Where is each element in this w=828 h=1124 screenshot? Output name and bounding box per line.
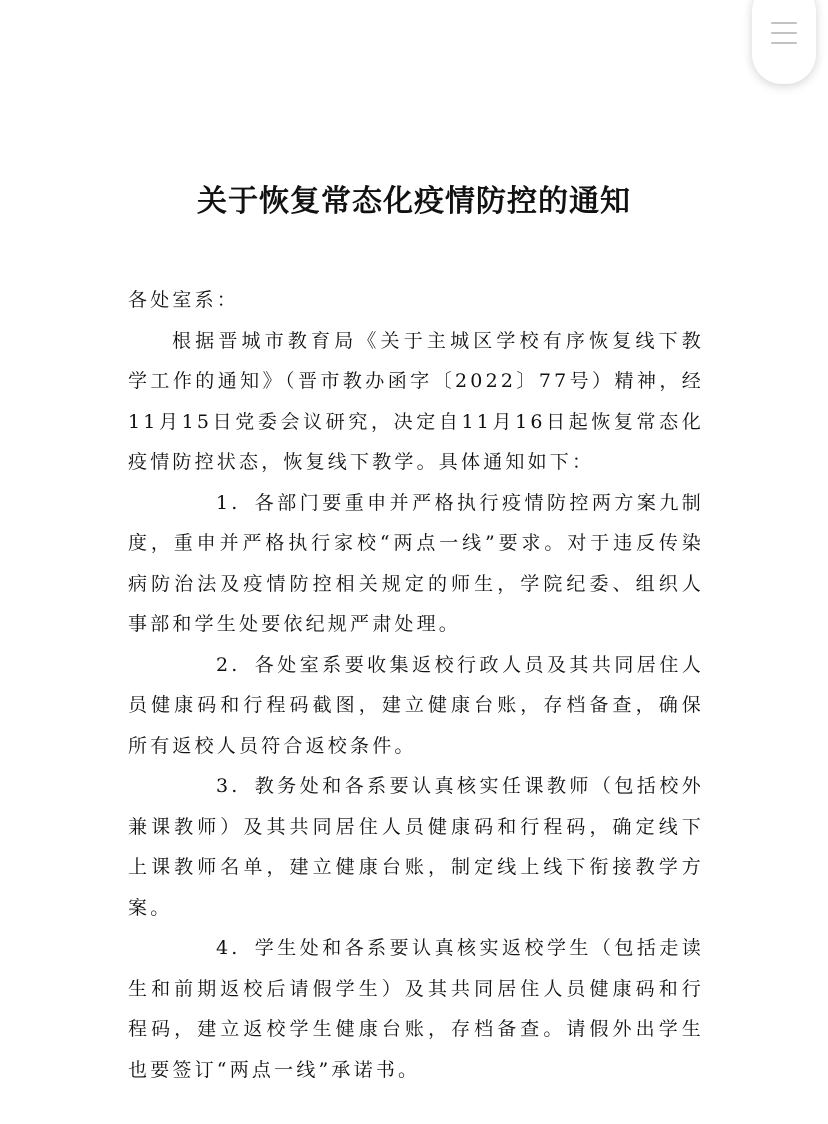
item-text: 教务处和各系要认真核实任课教师（包括校外兼课教师）及其共同居住人员健康码和行程码，确定线下上课教师名单，建立健康台账，制定线上线下衔接教学方案。 [128, 775, 704, 919]
item-text: 各部门要重申并严格执行疫情防控两方案九制度，重申并严格执行家校“两点一线”要求。对于违反传染病防治法及疫情防控相关规定的师生，学院纪委、组织人事部和学生处要依纪规严肃处理。 [128, 491, 704, 635]
menu-icon-bar [771, 42, 797, 44]
item-text: 学生处和各系要认真核实返校学生（包括走读生和前期返校后请假学生）及其共同居住人员健康码和行程码，建立返校学生健康台账，存档备查。请假外出学生也要签订“两点一线”承诺书。 [128, 937, 704, 1081]
item-text: 各处室系要收集返校行政人员及其共同居住人员健康码和行程码截图，建立健康台账，存档备查，确保所有返校人员符合返校条件。 [128, 653, 704, 757]
document-title: 关于恢复常态化疫情防控的通知 [197, 184, 631, 219]
menu-icon-bar [771, 32, 797, 34]
list-item [128, 928, 704, 1090]
menu-button[interactable] [752, 0, 816, 84]
salutation: 各处室系： [128, 289, 240, 311]
document-body [128, 280, 704, 1090]
item-number: 1. [216, 491, 241, 514]
menu-icon [771, 22, 797, 24]
item-number: 4. [216, 937, 241, 959]
list-item [128, 645, 704, 767]
list-item [128, 483, 704, 645]
list-item [128, 766, 704, 928]
item-number: 3. [216, 775, 241, 797]
item-number: 2. [216, 653, 241, 676]
intro-paragraph: 根据晋城市教育局《关于主城区学校有序恢复线下教学工作的通知》（晋市教办函字〔2022〕77号）精神，经11月15日党委会议研究，决定自11月16日起恢复常态化疫情防控状态，恢复线下教学。具体通知如下： [128, 329, 704, 473]
